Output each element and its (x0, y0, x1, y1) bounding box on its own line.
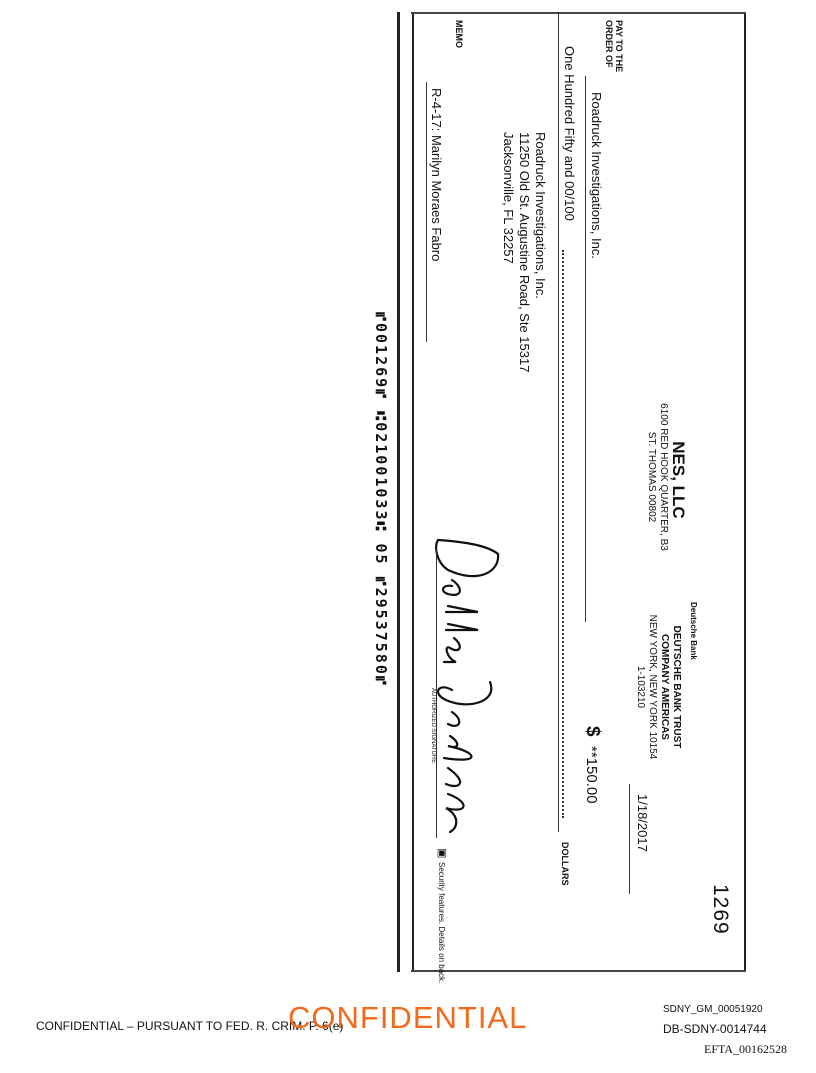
check-inner-bottom-border (412, 12, 414, 972)
authorized-signature-label: AUTHORIZED SIGNATURE (430, 688, 436, 764)
amount-symbol: $ (582, 726, 603, 737)
bates-number-efta: EFTA_00162528 (704, 1042, 788, 1056)
micr-line: ⑈001269⑈ ⑆021001033⑆ 05 ⑈29537580⑈ (372, 312, 390, 687)
memo-text: R-4-17: Marilyn Moraes Fabro (429, 88, 444, 262)
padlock-icon: ▣ (436, 848, 448, 859)
payee-name: Roadruck Investigations, Inc. (589, 92, 604, 259)
amount-words-line (558, 12, 559, 832)
bank-address: NEW YORK, NEW YORK 10154 (647, 614, 658, 760)
check-bottom-border (397, 12, 400, 972)
amount-numeric: **150.00 (583, 746, 600, 804)
pay-to-label-line2: ORDER OF (604, 20, 614, 68)
bates-number-sdny-gm: SDNY_GM_00051920 (663, 1004, 763, 1015)
check-edge-end (411, 970, 746, 972)
bank-logo: Deutsche Bank (689, 602, 698, 660)
drawer-name: NES, LLC (669, 441, 688, 519)
payee-address-line3: Jacksonville, FL 32257 (501, 132, 516, 264)
signature-line (436, 548, 437, 838)
pay-to-label-line1: PAY TO THE (614, 20, 624, 73)
memo-line (426, 82, 427, 342)
check-image (360, 12, 760, 984)
dollars-label: DOLLARS (560, 842, 570, 886)
bank-routing-fraction: 1-103210 (635, 665, 646, 709)
date-line (629, 784, 630, 894)
amount-in-words: One Hundred Fifty and 00/100 (562, 46, 577, 221)
legal-notice: CONFIDENTIAL – PURSUANT TO FED. R. CRIM. P. 6(e) (36, 1019, 344, 1033)
security-features-note: Security features. Details on back. (437, 862, 446, 984)
drawer-address-line1: 6100 RED HOOK QUARTER, B3 (658, 403, 669, 551)
bank-name-line1: DEUTSCHE BANK TRUST (671, 625, 682, 749)
check-date: 1/18/2017 (635, 794, 650, 852)
bank-name-line2: COMPANY AMERICAS (659, 634, 670, 740)
amount-fill-stars (562, 250, 564, 818)
handwritten-signature (418, 532, 508, 842)
bates-number-db-sdny: DB-SDNY-0014744 (663, 1022, 767, 1036)
check-edge-start (411, 12, 746, 14)
drawer-address-line2: ST. THOMAS 00802 (646, 431, 657, 523)
check-number: 1269 (709, 884, 732, 935)
payee-address-line1: Roadruck Investigations, Inc. (533, 132, 548, 299)
confidential-watermark: CONFIDENTIAL (288, 1000, 528, 1035)
payee-address-line2: 11250 Old St. Augustine Road, Ste 15317 (517, 132, 532, 373)
check-top-border (744, 12, 746, 972)
memo-label: MEMO (454, 20, 464, 48)
payee-line (585, 76, 586, 622)
